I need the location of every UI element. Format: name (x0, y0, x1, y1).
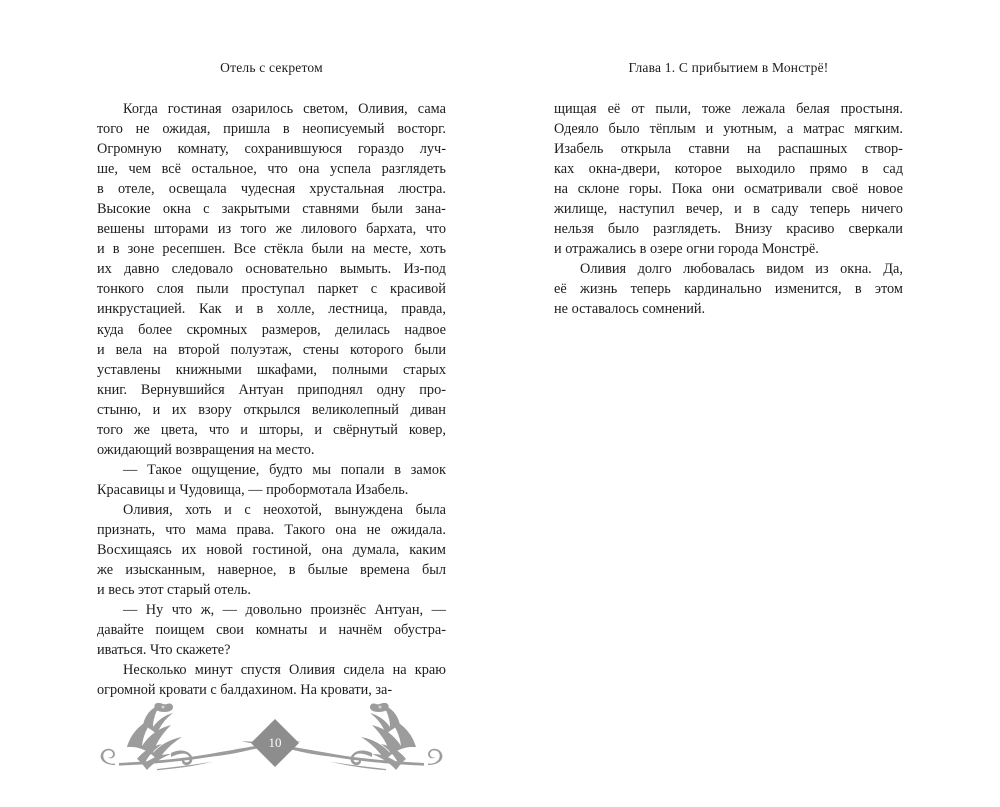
running-head-left: Отель с секретом (220, 60, 323, 75)
text-line: Оливия долго любовалась видом из окна. Да, (580, 261, 903, 278)
text-line: на склоне горы. Пока они осматривали своё новое (554, 181, 903, 198)
text-line: Огромную комнату, сохранившуюся гораздо луч- (97, 141, 446, 158)
text-line: ше, чем всё остальное, что она успела разглядеть (97, 161, 446, 178)
paragraph (97, 500, 446, 600)
text-line: Оливия, хоть и с неохотой, вынуждена была (123, 501, 446, 518)
text-line: иваться. Что скажете? (97, 642, 231, 659)
text-line: Несколько минут спустя Оливия сидела на краю (123, 662, 446, 679)
paragraph (554, 259, 903, 319)
paragraph (97, 460, 446, 500)
text-line: не оставалось сомнений. (554, 301, 706, 318)
text-line: давайте поищем свои комнаты и начнём обустра- (97, 622, 446, 639)
text-line: нельзя было разглядеть. Внизу красиво сверкали (554, 221, 903, 238)
text-line: стыню, и их взору открылся великолепный диван (97, 401, 446, 418)
text-line: инкрустацией. Как и в холле, лестница, правда, (97, 301, 446, 318)
text-column-right (554, 99, 903, 320)
text-line: в отеле, освещала чудесная хрустальная люстра. (97, 181, 446, 198)
text-line: тонкого слоя пыли проступал паркет с красивой (97, 281, 446, 298)
text-line: Одеяло было тёплым и уютным, а матрас мягким. (554, 121, 903, 138)
text-line: и отражались в озере огни города Монстрё. (554, 241, 819, 258)
text-line: Когда гостиная озарилось светом, Оливия, сама (123, 101, 446, 117)
text-line: того же цвета, что и шторы, и свёрнутый ковер, (97, 421, 446, 438)
running-head-right: Глава 1. С прибытием в Монстрё! (628, 60, 829, 75)
text-line: и в зоне ресепшен. Все стёкла были на месте, хоть (97, 241, 446, 258)
text-line: и вела на второй полуэтаж, стены которого были (97, 341, 446, 358)
text-line: Восхищаясь их новой гостиной, она думала, каким (97, 542, 446, 559)
paragraph (97, 600, 446, 660)
text-line: вешены шторами из того же лилового бархата, что (97, 221, 446, 238)
text-line: щищая её от пыли, тоже лежала белая простыня. (554, 101, 903, 117)
paragraph (97, 99, 446, 460)
text-line: книг. Вернувшийся Антуан приподнял одну про- (97, 381, 446, 398)
text-line: куда более скромных размеров, делилась надвое (97, 321, 446, 338)
paragraph (554, 99, 903, 259)
text-line: ожидающий возвращения на место. (97, 441, 315, 458)
text-column-left (97, 99, 446, 700)
text-line: же изысканным, наверное, в былые времена был (97, 562, 446, 579)
text-line: — Такое ощущение, будто мы попали в замок (123, 461, 446, 478)
text-line: — Ну что ж, — довольно произнёс Антуан, — (123, 602, 446, 619)
text-line: признать, что мама права. Такого она не ожидала. (97, 521, 446, 538)
text-line: её жизнь теперь кардинально изменится, в этом (554, 281, 903, 298)
text-line: ках окна-двери, которое выходило прямо в сад (554, 161, 903, 178)
text-line: Высокие окна с закрытыми ставнями были зана- (97, 201, 446, 218)
text-line: Красавицы и Чудовища, — пробормотала Изабель. (97, 481, 409, 498)
text-line: огромной кровати с балдахином. На кровати, за- (97, 682, 393, 699)
paragraph (97, 660, 446, 700)
text-line: того не ожидая, пришла в неописуемый восторг. (97, 121, 446, 138)
page-number: 10 (268, 735, 282, 750)
text-line: уставлены книжными шкафами, полными старых (97, 361, 446, 378)
text-line: их давно следовало основательно вымыть. Из-под (97, 261, 446, 278)
text-line: и весь этот старый отель. (97, 582, 251, 599)
text-line: жилище, наступил вечер, и в саду теперь ничего (554, 201, 903, 218)
text-line: Изабель открыла ставни на распашных створ- (554, 141, 903, 158)
page-number-badge (251, 719, 299, 767)
